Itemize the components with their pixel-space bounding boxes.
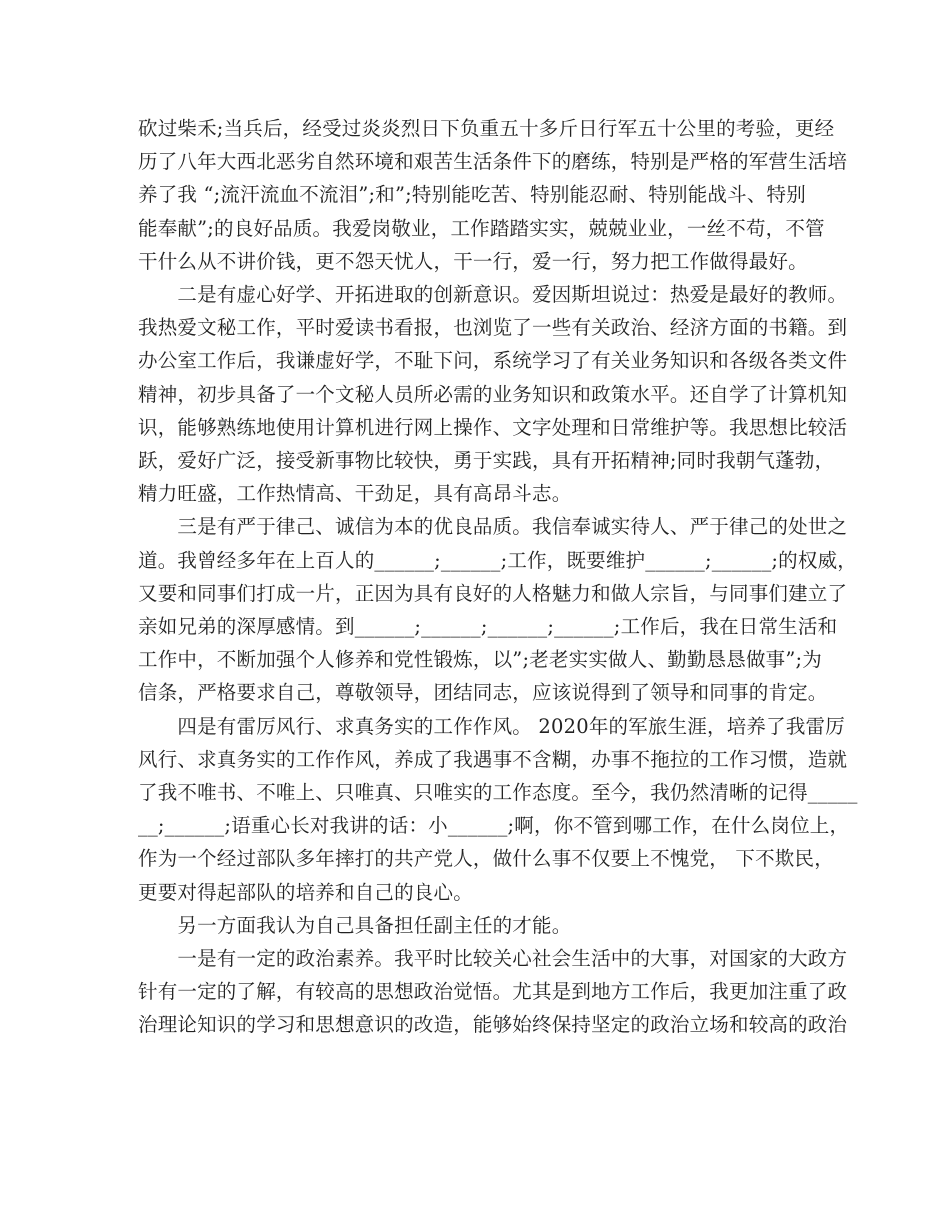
- text-line: 了我不唯书、不唯上、只唯真、只唯实的工作态度。至今，我仍然清晰的记得_____: [138, 781, 858, 805]
- text-line: 二是有虚心好学、开拓进取的创新意识。爱因斯坦说过：热爱是最好的教师。: [138, 283, 848, 307]
- text-line: 识，能够熟练地使用计算机进行网上操作、文字处理和日常维护等。我思想比较活: [138, 415, 848, 439]
- text-line: 作为一个经过部队多年摔打的共产党人，做什么事不仅要上不愧党， 下不欺民，: [138, 847, 834, 871]
- text-line: 治理论知识的学习和思想意识的改造，能够始终保持坚定的政治立场和较高的政治: [138, 1013, 848, 1037]
- text-line: 精力旺盛，工作热情高、干劲足，具有高昂斗志。: [138, 482, 572, 506]
- text-line: 道。我曾经多年在上百人的______;______;工作，既要维护______;______;的权威，: [138, 548, 857, 572]
- text-line: 亲如兄弟的深厚感情。到______;______;______;______;工作后，我在日常生活和: [138, 615, 838, 639]
- text-line: 更要对得起部队的培养和自己的良心。: [138, 880, 473, 904]
- text-line: 干什么从不讲价钱，更不怨天忧人，干一行，爱一行，努力把工作做得最好。: [138, 249, 808, 273]
- text-line: __;______;语重心长对我讲的话：小______;啊，你不管到哪工作，在什么岗位上，: [138, 814, 850, 838]
- text-line: 历了八年大西北恶劣自然环境和艰苦生活条件下的磨练，特别是严格的军营生活培: [138, 150, 848, 174]
- text-line: 精神，初步具备了一个文秘人员所必需的业务知识和政策水平。还自学了计算机知: [138, 382, 848, 406]
- text-line: 砍过柴禾;当兵后，经受过炎炎烈日下负重五十多斤日行军五十公里的考验，更经: [138, 117, 835, 140]
- text-line: 我热爱文秘工作，平时爱读书看报，也浏览了一些有关政治、经济方面的书籍。到: [138, 316, 848, 340]
- text-line: 针有一定的了解，有较高的思想政治觉悟。尤其是到地方工作后，我更加注重了政: [138, 980, 848, 1004]
- text-line: 能奉献”;的良好品质。我爱岗敬业，工作踏踏实实，兢兢业业，一丝不苟，不管: [138, 216, 825, 240]
- text-line: 另一方面我认为自己具备担任副主任的才能。: [138, 913, 572, 937]
- text-line: 四是有雷厉风行、求真务实的工作作风。 2020年的军旅生涯，培养了我雷厉: [138, 714, 845, 738]
- text-line: 又要和同事们打成一片，正因为具有良好的人格魅力和做人宗旨，与同事们建立了: [138, 581, 848, 605]
- text-line: 风行、求真务实的工作作风，养成了我遇事不含糊，办事不拖拉的工作习惯，造就: [138, 747, 848, 771]
- text-line: 一是有一定的政治素养。我平时比较关心社会生活中的大事，对国家的大政方: [138, 947, 848, 971]
- text-line: 三是有严于律己、诚信为本的优良品质。我信奉诚实待人、严于律己的处世之: [138, 515, 848, 539]
- text-line: 办公室工作后，我谦虚好学，不耻下问，系统学习了有关业务知识和各级各类文件: [138, 349, 848, 373]
- text-line: 信条，严格要求自己，尊敬领导，团结同志，应该说得到了领导和同事的肯定。: [138, 681, 828, 705]
- text-line: 工作中，不断加强个人修养和党性锻炼，以”;老老实实做人、勤勤恳恳做事”;为: [138, 648, 822, 672]
- text-line: 跃，爱好广泛，接受新事物比较快，勇于实践，具有开拓精神;同时我朝气蓬勃，: [138, 449, 835, 473]
- document-body: [138, 112, 858, 1042]
- text-line: 养了我 “;流汗流血不流泪”;和”;特别能吃苦、特别能忍耐、特别能战斗、特别: [138, 183, 806, 207]
